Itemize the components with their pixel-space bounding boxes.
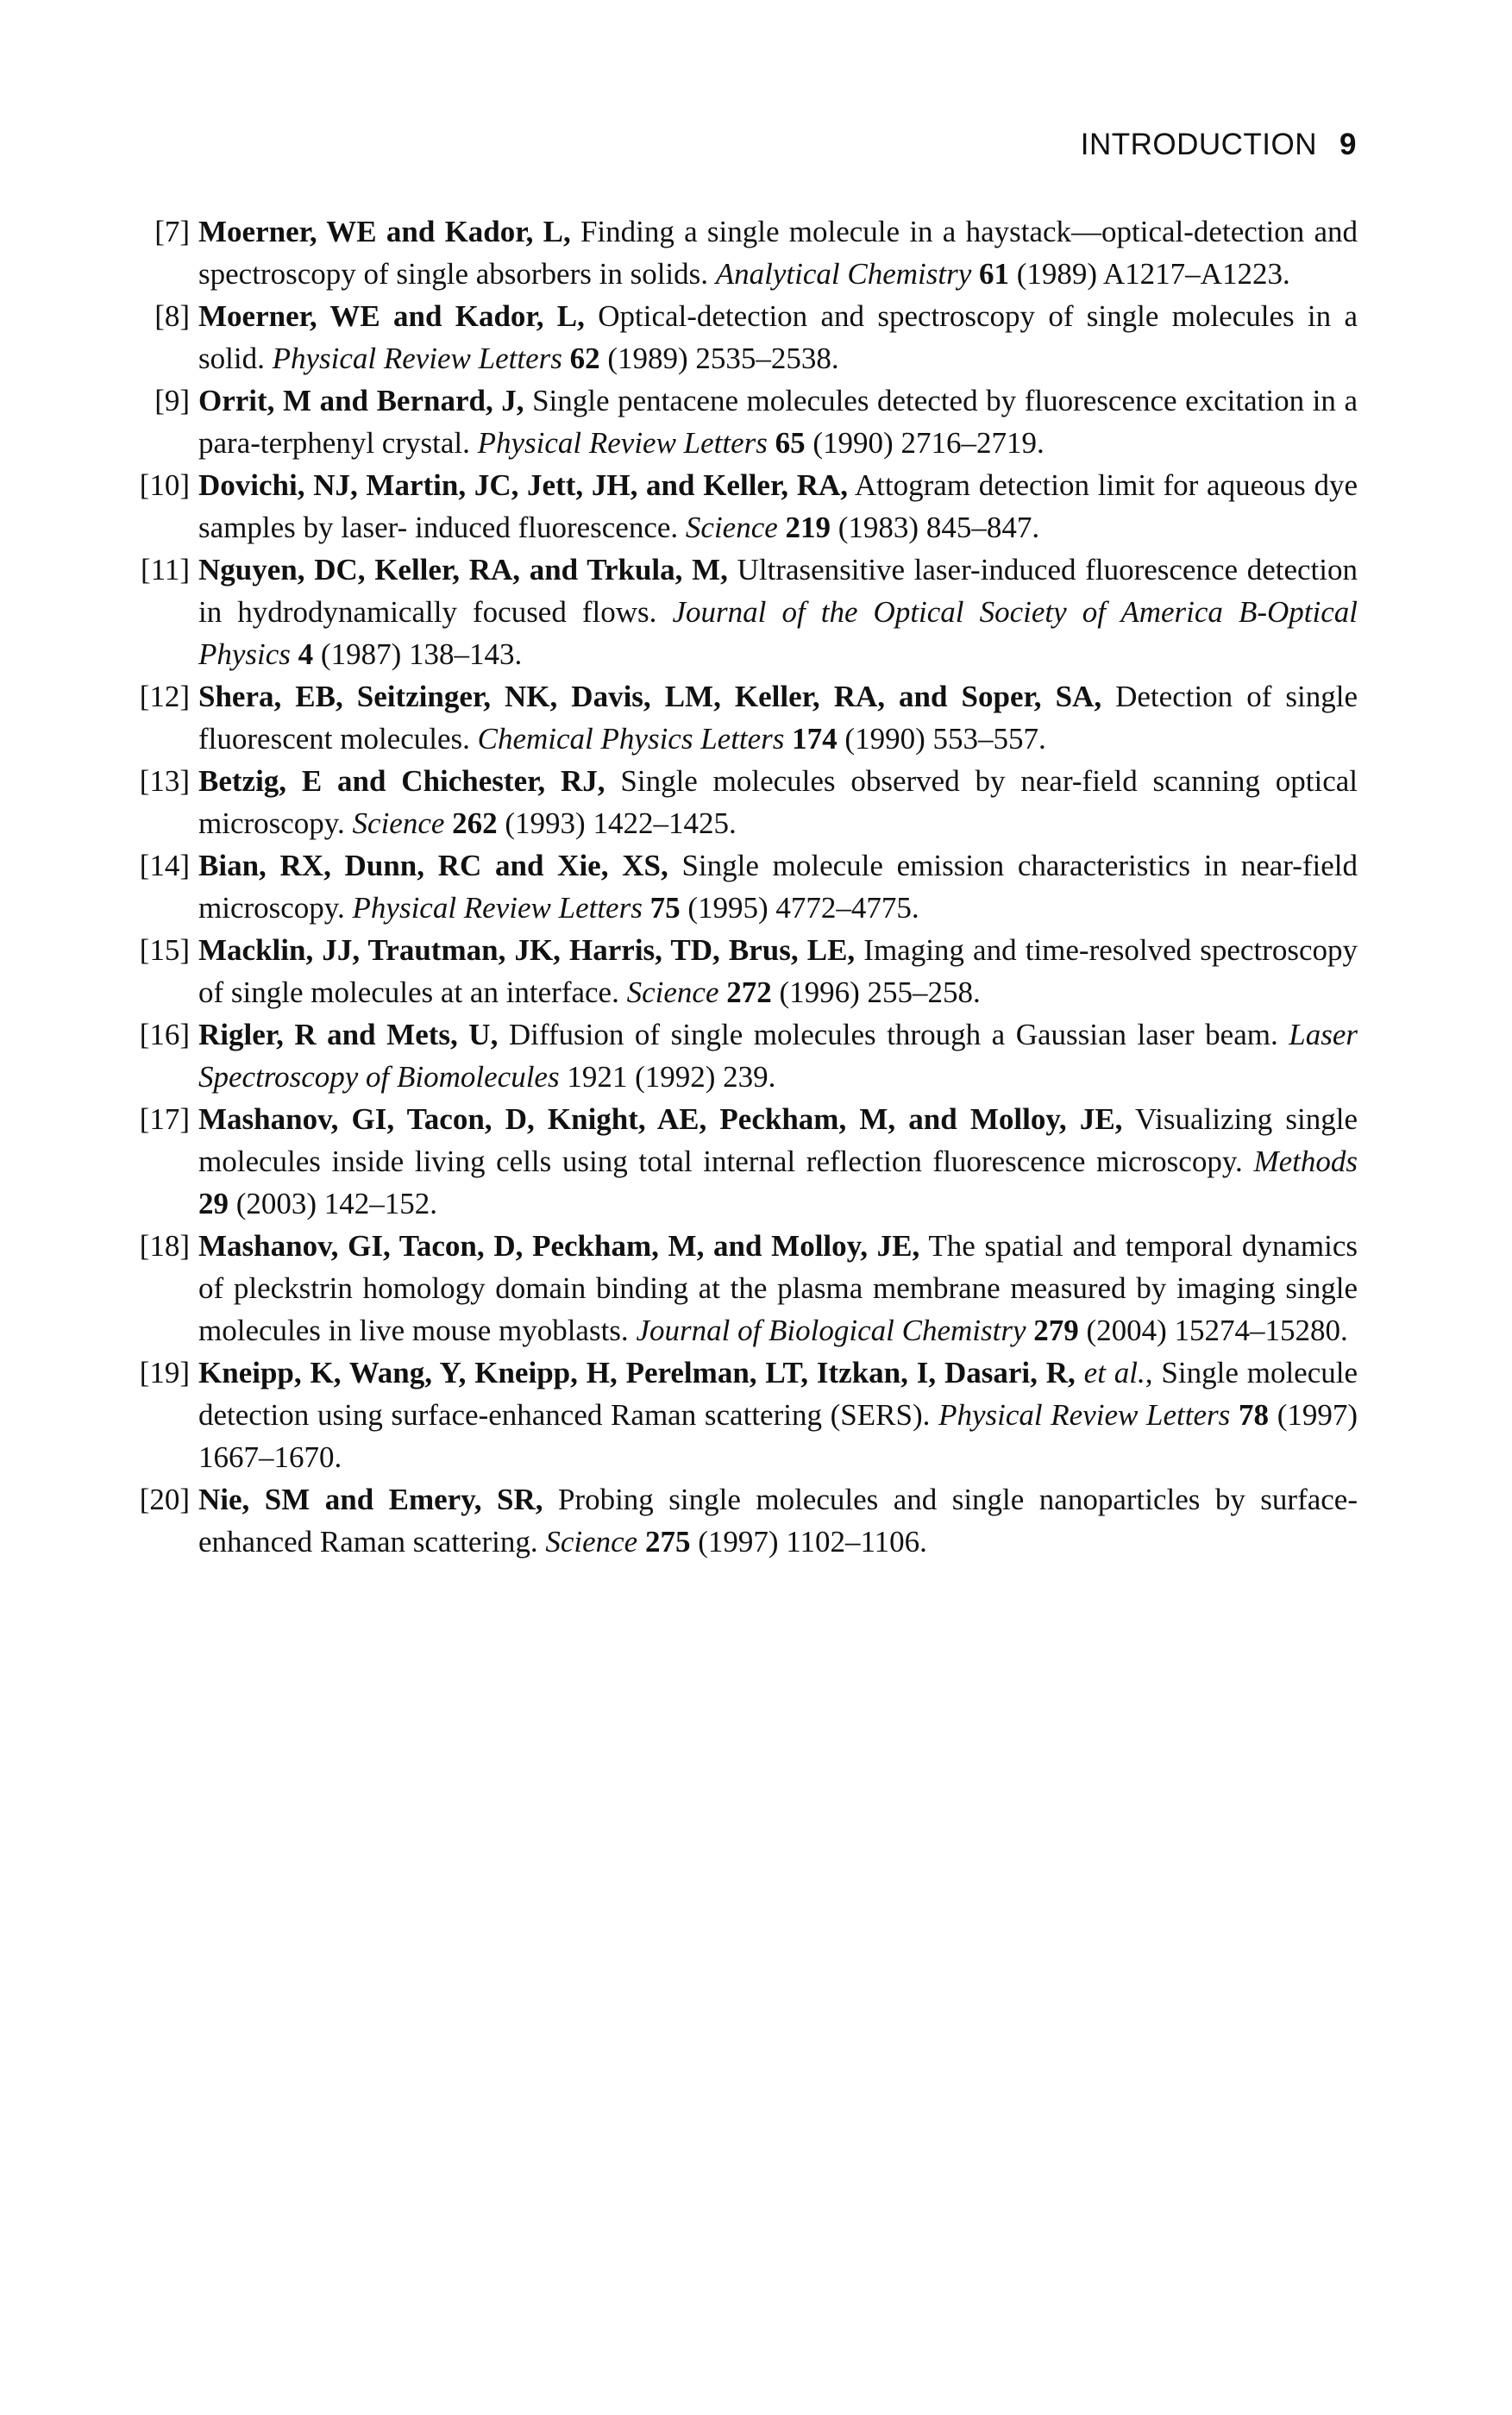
reference-title: Single molecule detection using surface-enhanced Raman scattering (SERS). [198, 1356, 1358, 1432]
reference-journal: Science [685, 511, 778, 544]
reference-title: Finding a single molecule in a haystack—optical-detection and spectroscopy of single absorbers in solids. [198, 215, 1358, 291]
reference-authors: Mashanov, GI, Tacon, D, Peckham, M, and Molloy, JE, [198, 1229, 920, 1263]
reference-18 [140, 1225, 1358, 1352]
reference-number: [19] [139, 1356, 190, 1389]
reference-authors: Orrit, M and Bernard, J, [198, 384, 524, 417]
reference-9 [140, 380, 1358, 464]
reference-journal: Physical Review Letters [477, 426, 768, 460]
reference-authors: Bian, RX, Dunn, RC and Xie, XS, [198, 849, 668, 882]
reference-details: (1993) 1422–1425. [505, 806, 737, 840]
reference-number: [16] [139, 1018, 190, 1051]
reference-journal: Physical Review Letters [938, 1398, 1231, 1432]
reference-16 [140, 1013, 1358, 1098]
reference-journal: Laser Spectroscopy of Biomolecules [198, 1018, 1358, 1094]
reference-volume: 29 [198, 1187, 229, 1220]
reference-authors: Kneipp, K, Wang, Y, Kneipp, H, Perelman, LT, Itzkan, I, Dasari, R, [198, 1356, 1076, 1389]
running-head [1081, 128, 1357, 162]
reference-number: [15] [139, 933, 190, 967]
reference-volume: 272 [726, 975, 772, 1009]
reference-title: Visualizing single molecules inside living cells using total internal reflection fluorescence microscopy. [198, 1102, 1358, 1178]
reference-20 [140, 1478, 1358, 1563]
reference-number: [13] [139, 764, 190, 798]
reference-volume: 275 [644, 1525, 691, 1559]
reference-journal: Methods [1253, 1145, 1358, 1178]
reference-number: [12] [139, 680, 190, 713]
reference-17 [140, 1098, 1358, 1225]
reference-journal: Analytical Chemistry [715, 257, 972, 291]
reference-details: (1990) 553–557. [844, 722, 1046, 756]
reference-journal: Physical Review Letters [272, 342, 562, 375]
reference-journal: Science [352, 806, 445, 840]
reference-volume: 61 [979, 257, 1010, 291]
reference-volume: 78 [1238, 1398, 1269, 1432]
reference-details: (1989) A1217–A1223. [1016, 257, 1290, 291]
reference-number: [11] [140, 553, 190, 586]
reference-title: Detection of single fluorescent molecules. [198, 680, 1358, 756]
reference-10 [140, 464, 1358, 549]
reference-number: [17] [139, 1102, 190, 1136]
reference-volume: 219 [785, 511, 831, 544]
reference-authors: Nie, SM and Emery, SR, [198, 1483, 543, 1516]
reference-11 [140, 549, 1358, 675]
reference-19: [19] Kneipp, K, Wang, Y, Kneipp, H, Perelman, LT, Itzkan, I, Dasari, R, et al., Single molecule detection using surface-enhanced Raman scattering (SERS). Physical Review Letters 78 (1997) 1667–1670. [140, 1352, 1358, 1478]
reference-number: [18] [139, 1229, 190, 1263]
reference-authors: Moerner, WE and Kador, L, [198, 299, 585, 333]
reference-number: [7] [154, 215, 190, 248]
reference-8 [140, 295, 1358, 380]
reference-title: Single molecule emission characteristics in near-field microscopy. [198, 849, 1358, 925]
reference-title: Diffusion of single molecules through a Gaussian laser beam. [508, 1018, 1278, 1051]
reference-title: Single pentacene molecules detected by fluorescence excitation in a para-terphenyl crystal. [198, 384, 1358, 460]
reference-volume: 75 [649, 891, 681, 925]
reference-number: [10] [139, 468, 190, 502]
section-title: INTRODUCTION [1080, 128, 1318, 161]
reference-journal: Journal of Biological Chemistry [636, 1314, 1026, 1347]
reference-details: (1996) 255–258. [779, 975, 981, 1009]
reference-et-al: et al. [1083, 1356, 1145, 1389]
reference-details: (1995) 4772–4775. [687, 891, 919, 925]
reference-details: (1997) 1667–1670. [198, 1398, 1358, 1474]
reference-details: (1989) 2535–2538. [607, 342, 839, 375]
reference-number: [9] [154, 384, 190, 417]
reference-details: (1983) 845–847. [838, 511, 1040, 544]
reference-authors: Rigler, R and Mets, U, [198, 1018, 499, 1051]
reference-title: Probing single molecules and single nanoparticles by surface-enhanced Raman scattering. [198, 1483, 1358, 1559]
reference-number: [8] [154, 299, 190, 333]
reference-7 [140, 210, 1358, 295]
reference-number: [20] [139, 1483, 190, 1516]
reference-journal: Chemical Physics Letters [477, 722, 785, 756]
reference-authors: Betzig, E and Chichester, RJ, [198, 764, 605, 798]
reference-15 [140, 929, 1358, 1013]
reference-journal: Physical Review Letters [352, 891, 643, 925]
reference-journal: Journal of the Optical Society of America B-Optical Physics [198, 595, 1358, 671]
reference-volume: 65 [775, 426, 806, 460]
reference-volume: 279 [1033, 1314, 1079, 1347]
reference-authors: Moerner, WE and Kador, L, [198, 215, 571, 248]
reference-details: (1987) 138–143. [320, 637, 523, 671]
reference-details: (2004) 15274–15280. [1086, 1314, 1348, 1347]
reference-title: The spatial and temporal dynamics of pleckstrin homology domain binding at the plasma membrane measured by imaging single molecules in live mouse myoblasts. [198, 1229, 1358, 1347]
reference-journal: Science [545, 1525, 638, 1559]
reference-details: (2003) 142–152. [235, 1187, 438, 1220]
reference-volume: 174 [792, 722, 838, 756]
reference-authors: Nguyen, DC, Keller, RA, and Trkula, M, [198, 553, 728, 586]
reference-volume: 4 [298, 637, 314, 671]
reference-volume: 262 [452, 806, 498, 840]
reference-12 [140, 675, 1358, 760]
reference-journal: Science [626, 975, 719, 1009]
reference-list [140, 210, 1358, 1563]
reference-authors: Shera, EB, Seitzinger, NK, Davis, LM, Keller, RA, and Soper, SA, [198, 680, 1102, 713]
reference-title: Imaging and time-resolved spectroscopy of single molecules at an interface. [198, 933, 1358, 1009]
reference-volume: 62 [569, 342, 600, 375]
page-number: 9 [1339, 128, 1357, 161]
reference-13 [140, 760, 1358, 844]
reference-authors: Mashanov, GI, Tacon, D, Knight, AE, Peckham, M, and Molloy, JE, [198, 1102, 1123, 1136]
reference-authors: Dovichi, NJ, Martin, JC, Jett, JH, and Keller, RA, [198, 468, 849, 502]
reference-title: Attogram detection limit for aqueous dye samples by laser- induced fluorescence. [198, 468, 1358, 544]
reference-14 [140, 844, 1358, 929]
reference-authors: Macklin, JJ, Trautman, JK, Harris, TD, Brus, LE, [198, 933, 856, 967]
reference-title: Single molecules observed by near-field scanning optical microscopy. [198, 764, 1358, 840]
reference-title: Optical-detection and spectroscopy of single molecules in a solid. [198, 299, 1358, 375]
reference-title: Ultrasensitive laser-induced fluorescence detection in hydrodynamically focused flows. [198, 553, 1358, 629]
reference-details: (1997) 1102–1106. [698, 1525, 927, 1559]
reference-details: (1990) 2716–2719. [812, 426, 1045, 460]
reference-number: [14] [139, 849, 190, 882]
reference-details: 1921 (1992) 239. [567, 1060, 776, 1094]
